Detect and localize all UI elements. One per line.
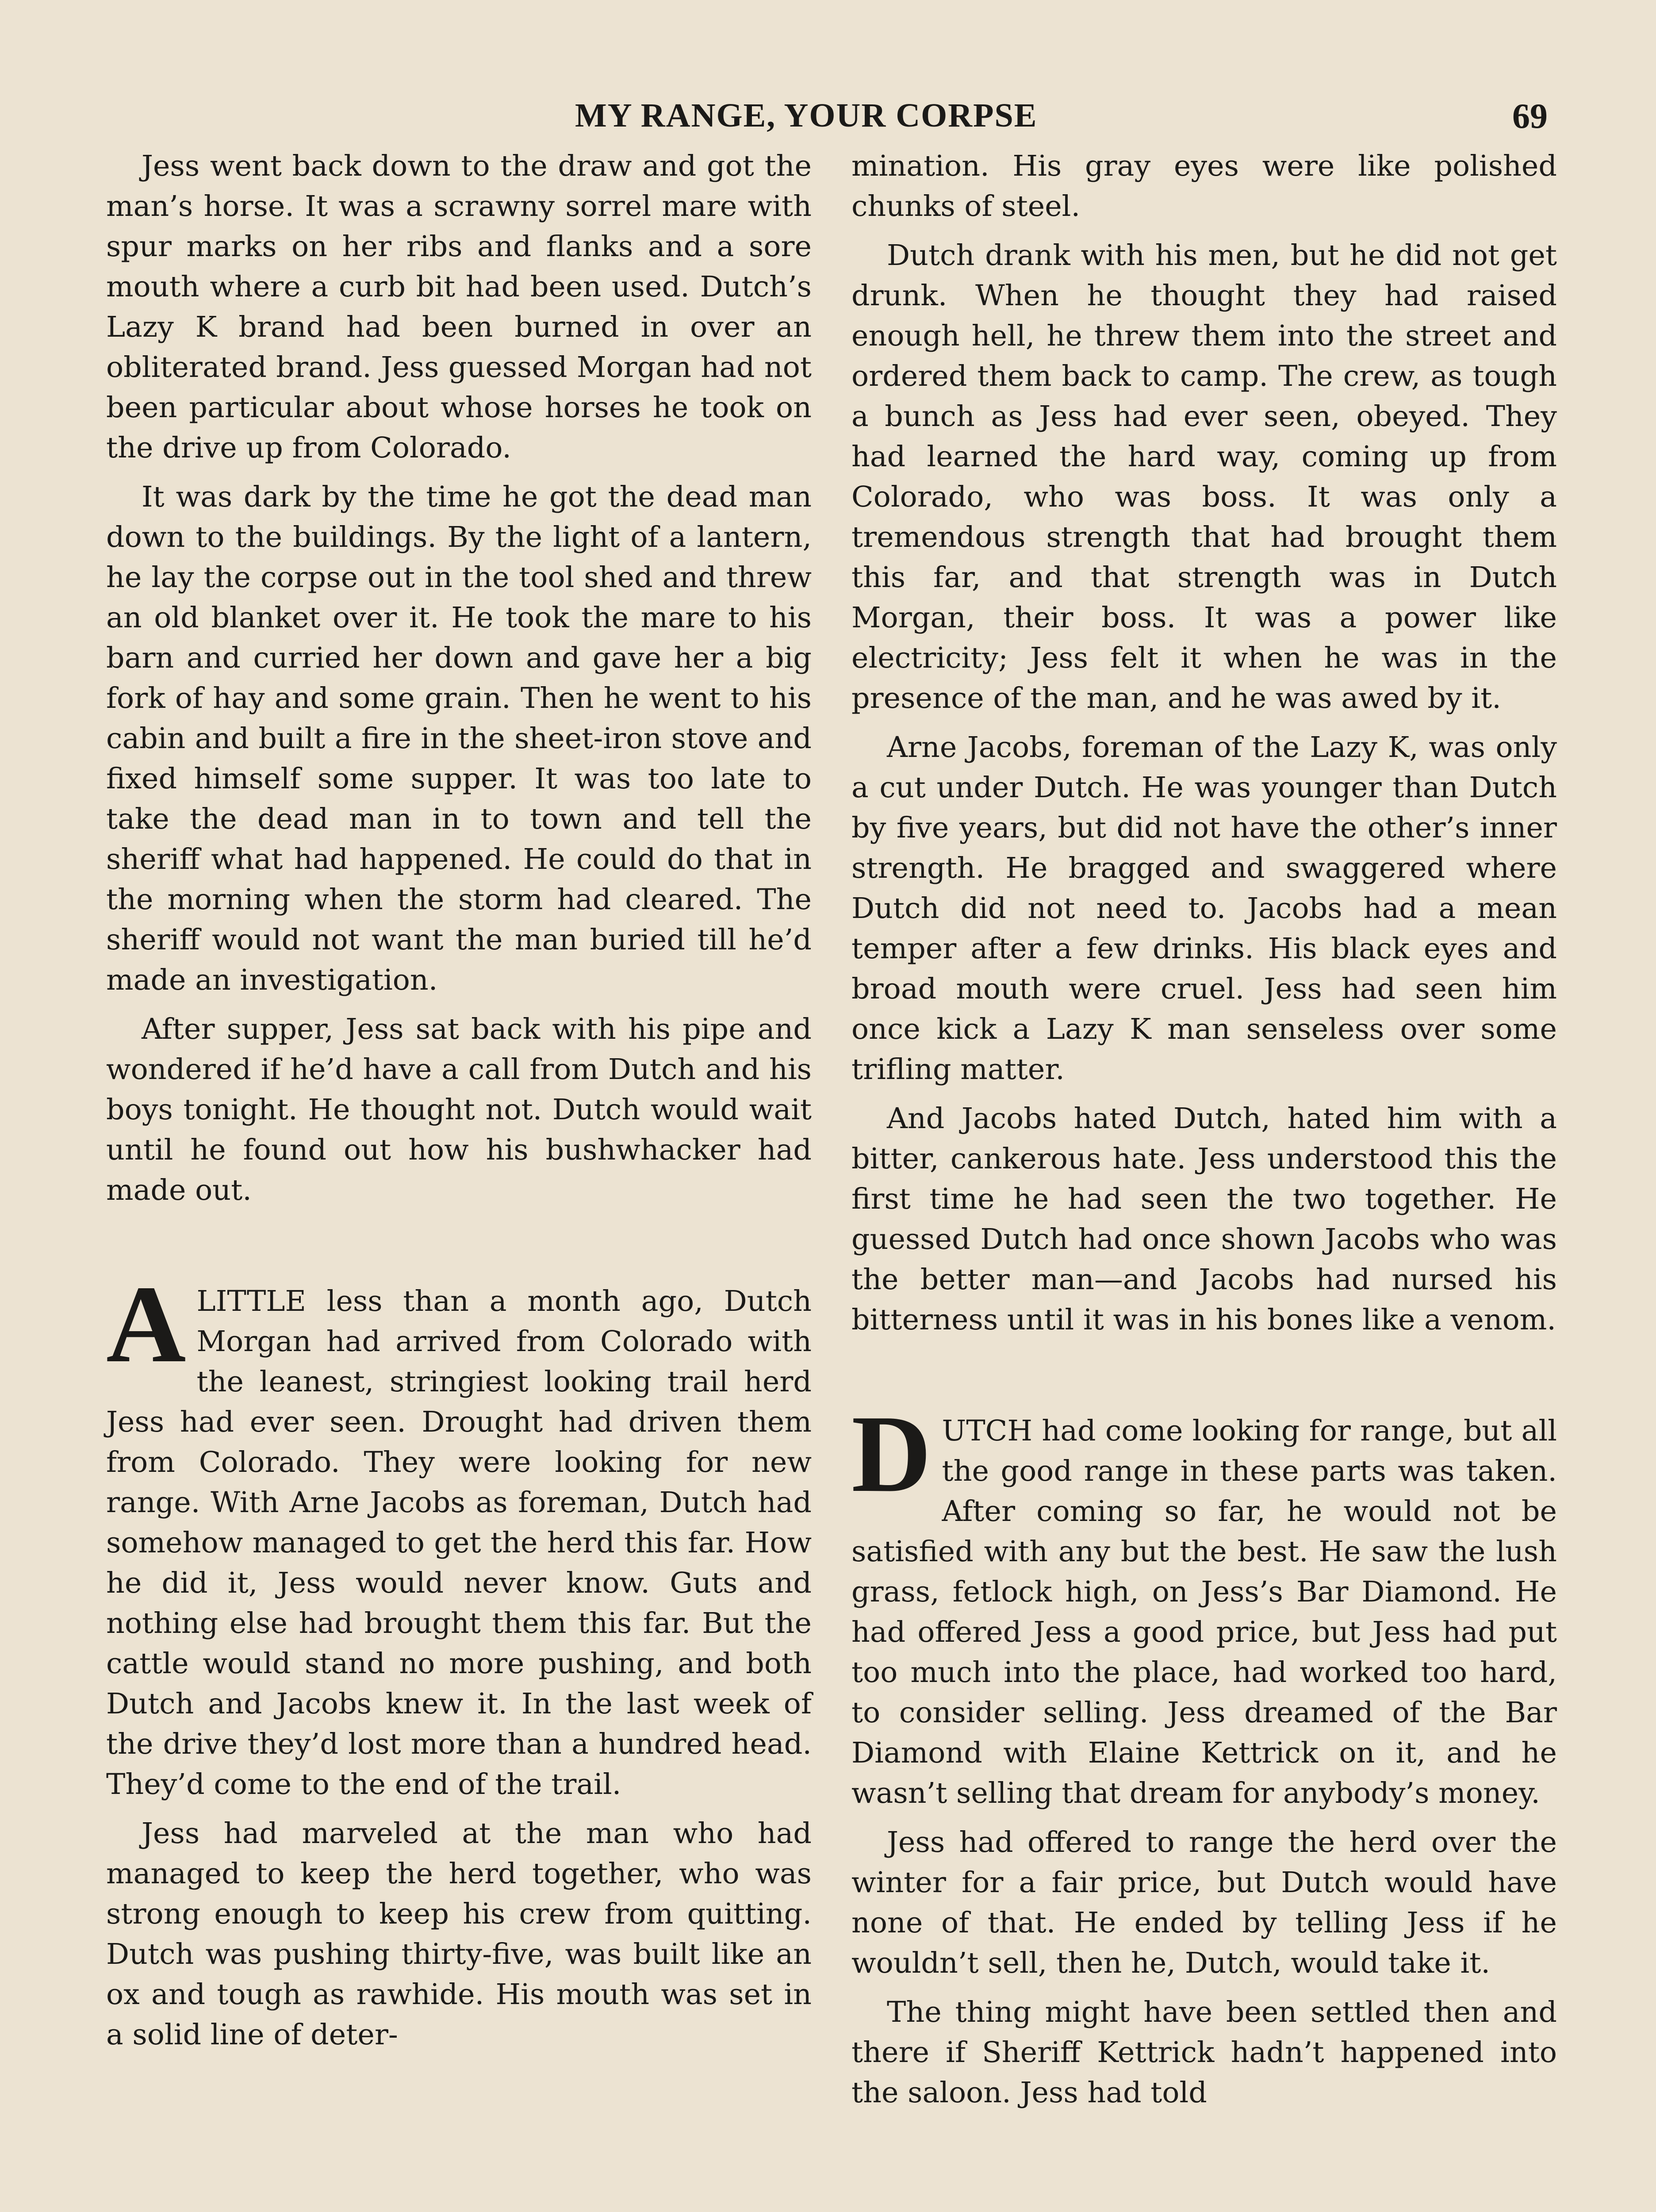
paragraph: And Jacobs hated Dutch, hated him with a bitter, cankerous hate. Jess understood this the first time he had seen the two together. He guessed Dutch had once shown Jacobs who was the better man—and Jacobs had nursed his bitterness until it was in his bones like a venom. xyxy=(851,1102,1557,1336)
paragraph: Dutch drank with his men, but he did not get drunk. When he thought they had raised enough hell, he threw them into the street and ordered them back to camp. The crew, as tough a bunch as Jess had ever seen, obeyed. They had learned the hard way, coming up from Colorado, who was boss. It was only a tremendous strength that had brought them this far, and that strength was in Dutch Morgan, their boss. It was a power like electricity; Jess felt it when he was in the presence of the man, and he was awed by it. xyxy=(851,239,1557,715)
paragraph: Jess had offered to range the herd over the winter for a fair price, but Dutch would have none of that. He ended by telling Jess if he wouldn’t sell, then he, Dutch, would take it. xyxy=(851,1826,1557,1980)
running-title: MY RANGE, YOUR CORPSE xyxy=(575,97,1038,134)
paragraph-text: UTCH had come looking for range, but all the good range in these parts was taken. After coming so far, he would not be satisfied with any but the best. He saw the lush grass, fetlock high, on Jess’s Bar Diamond. He had offered Jess a good price, but Jess had put too much into the place, had worked too hard, to consider selling. Jess dreamed of the Bar Diamond with Elaine Kettrick on it, and he wasn’t selling that dream for anybody’s money. xyxy=(851,1414,1557,1810)
paragraph: mination. His gray eyes were like polished chunks of steel. xyxy=(851,150,1557,223)
section-paragraph xyxy=(106,1263,812,1805)
paragraph: Jess went back down to the draw and got the man’s horse. It was a scrawny sorrel mare with spur marks on her ribs and flanks and a sore mouth where a curb bit had been used. Dutch’s Lazy K brand had been burned in over an obliterated brand. Jess guessed Morgan had not been particular about whose horses he took on the drive up from Colorado. xyxy=(106,150,812,465)
drop-cap: D xyxy=(851,1393,932,1515)
drop-cap: A xyxy=(106,1263,186,1386)
paragraph: Jess had marveled at the man who had managed to keep the herd together, who was strong enough to keep his crew from quitting. Dutch was pushing thirty-five, was built like an ox and tough as rawhide. His mouth was set in a solid line of deter- xyxy=(106,1817,812,2051)
paragraph-text: LITTLE less than a month ago, Dutch Morgan had arrived from Colorado with the leanest, stringiest looking trail herd Jess had ever seen. Drought had driven them from Colorado. They were looking for new range. With Arne Jacobs as foreman, Dutch had somehow managed to get the herd this far. How he did it, Jess would never know. Guts and nothing else had brought them this far. But the cattle would stand no more pushing, and both Dutch and Jacobs knew it. In the last week of the drive they’d lost more than a hundred head. They’d come to the end of the trail. xyxy=(106,1285,812,1801)
section-paragraph xyxy=(851,1393,1557,1813)
left-column xyxy=(106,146,812,2055)
paragraph: It was dark by the time he got the dead man down to the buildings. By the light of a lantern, he lay the corpse out in the tool shed and threw an old blanket over it. He took the mare to his barn and curried her down and gave her a big fork of hay and some grain. Then he went to his cabin and built a fire in the sheet-iron stove and fixed himself some supper. It was too late to take the dead man in to town and tell the sheriff what had happened. He could do that in the morning when the storm had cleared. The sheriff would not want the man buried till he’d made an investigation. xyxy=(106,480,812,997)
page-number: 69 xyxy=(1512,97,1548,136)
paragraph: After supper, Jess sat back with his pipe and wondered if he’d have a call from Dutch and his boys tonight. He thought not. Dutch would wait until he found out how his bushwhacker had made out. xyxy=(106,1013,812,1207)
paragraph: Arne Jacobs, foreman of the Lazy K, was only a cut under Dutch. He was younger than Dutch by five years, but did not have the other’s inner strength. He bragged and swaggered where Dutch did not need to. Jacobs had a mean temper after a few drinks. His black eyes and broad mouth were cruel. Jess had seen him once kick a Lazy K man senseless over some trifling matter. xyxy=(851,731,1557,1086)
right-column xyxy=(851,146,1557,2113)
paragraph: The thing might have been settled then and there if Sheriff Kettrick hadn’t happened into the saloon. Jess had told xyxy=(851,1996,1557,2109)
